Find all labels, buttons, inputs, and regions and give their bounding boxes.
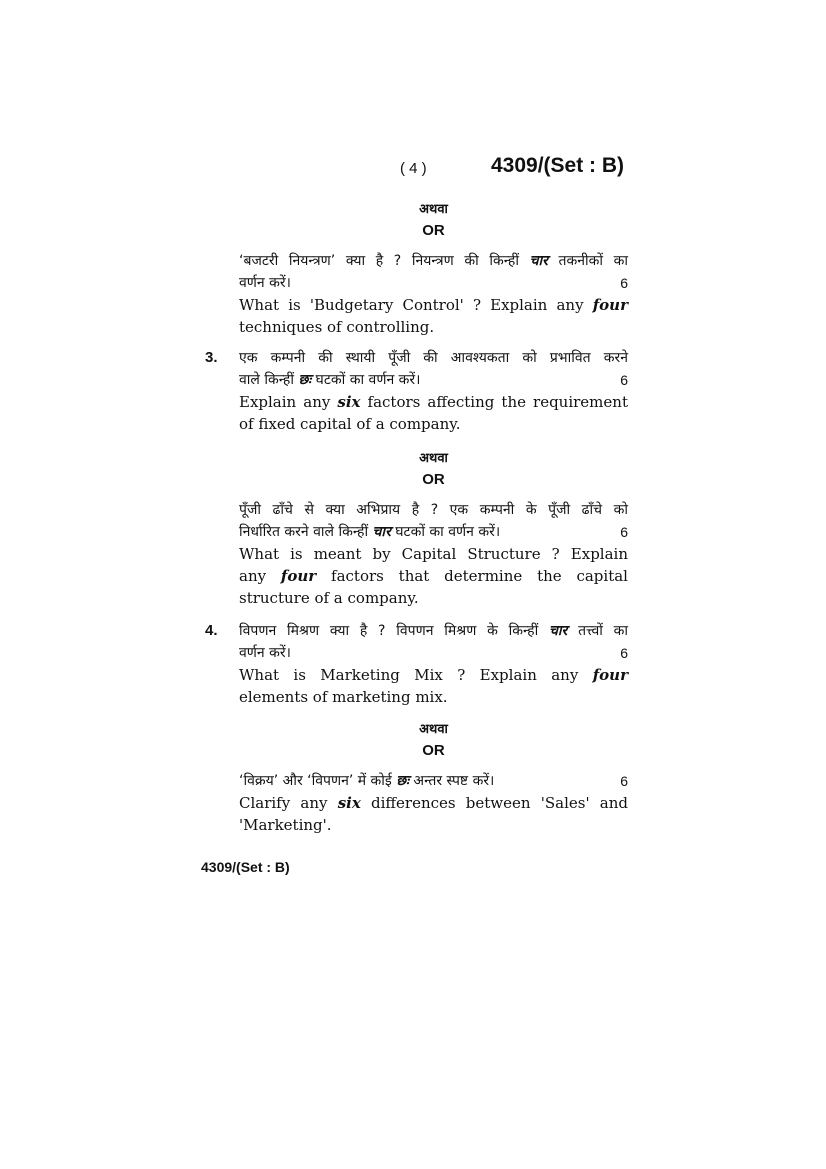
question-3-block xyxy=(205,347,628,435)
q3-alt-block xyxy=(239,499,628,609)
q4-english-text-a: What is Marketing Mix ? Explain any xyxy=(239,666,579,684)
q3-hindi-line-1 xyxy=(205,347,628,369)
question-3-number: 3. xyxy=(205,349,218,366)
q4-alt-hindi-emphasis: छः xyxy=(396,773,409,789)
q4-marks: 6 xyxy=(620,645,628,661)
q4-alt-english-line-1 xyxy=(239,792,628,814)
q3-english-line-2: of fixed capital of a company. xyxy=(239,415,461,433)
q3-english-text-a: Explain any xyxy=(239,393,331,411)
q3-alt-english-text-a: any xyxy=(239,567,267,585)
q3-hindi-text-a: एक कम्पनी की स्थायी पूँजी की आवश्यकता को प्रभावित करने xyxy=(239,350,628,366)
page-number: ( 4 ) xyxy=(400,160,427,177)
q4-hindi-text-b: तत्त्वों का xyxy=(578,623,629,639)
q3-alt-english-line-3: structure of a company. xyxy=(239,589,419,607)
question-4-number: 4. xyxy=(205,622,218,639)
q4-alt-english-line-2: 'Marketing'. xyxy=(239,816,332,834)
q3-hindi-emphasis: छः xyxy=(298,372,312,388)
q3-english-text-b: factors affecting the requirement xyxy=(367,393,628,411)
q3-hindi-text-b: वाले किन्हीं xyxy=(239,372,294,388)
q4-english-line-1 xyxy=(239,664,628,686)
q4-hindi-line-2 xyxy=(239,642,628,664)
q3-alt-marks: 6 xyxy=(620,524,628,540)
q3-alt-hindi-line-2 xyxy=(239,521,628,543)
q2-alt-hindi-text-a: ‘बजटरी नियन्त्रण’ क्या है ? नियन्त्रण की किन्हीं xyxy=(239,253,519,269)
q3-marks: 6 xyxy=(620,372,628,388)
q2-alt-hindi-emphasis: चार xyxy=(529,253,548,269)
q3-alt-hindi-emphasis: चार xyxy=(372,524,391,540)
q4-hindi-emphasis: चार xyxy=(549,623,568,639)
q4-alt-english-text-a: Clarify any xyxy=(239,794,328,812)
q4-alt-marks: 6 xyxy=(620,773,628,789)
or-english-2: OR xyxy=(422,471,445,488)
q3-alt-english-emphasis: four xyxy=(280,567,317,585)
q2-alt-hindi-text-c: वर्णन करें। xyxy=(239,275,291,291)
q3-english-line-1 xyxy=(239,391,628,413)
q2-alt-hindi-line-2 xyxy=(239,272,628,294)
q4-hindi-text-c: वर्णन करें। xyxy=(239,645,291,661)
or-english-3: OR xyxy=(422,742,445,759)
q2-alt-block xyxy=(239,250,628,338)
or-english-1: OR xyxy=(422,222,445,239)
paper-code-header: 4309/(Set : B) xyxy=(491,154,625,177)
or-hindi-2: अथवा xyxy=(419,451,448,466)
q4-alt-hindi-text-a: ‘विक्रय’ और ‘विपणन’ में कोई xyxy=(239,773,392,789)
q3-alt-english-line-2 xyxy=(239,565,628,587)
question-4-block xyxy=(205,620,629,708)
q2-alt-hindi-line-1 xyxy=(239,250,628,272)
q4-alt-block xyxy=(239,770,628,836)
q3-hindi-text-c: घटकों का वर्णन करें। xyxy=(315,372,421,388)
q3-alt-hindi-line-1: पूँजी ढाँचे से क्या अभिप्राय है ? एक कम्पनी के पूँजी ढाँचे को xyxy=(239,502,628,518)
q4-hindi-line-1 xyxy=(205,620,629,642)
q2-alt-english-line-2: techniques of controlling. xyxy=(239,318,435,336)
or-hindi-1: अथवा xyxy=(419,202,448,217)
q4-english-line-2: elements of marketing mix. xyxy=(239,688,448,706)
or-hindi-3: अथवा xyxy=(419,722,448,737)
q4-english-emphasis: four xyxy=(592,666,628,684)
q2-alt-english-line-1 xyxy=(239,294,628,316)
q4-alt-english-emphasis: six xyxy=(337,794,361,812)
q3-english-emphasis: six xyxy=(337,393,361,411)
paper-code-footer: 4309/(Set : B) xyxy=(201,859,290,875)
q3-alt-hindi-text-b: घटकों का वर्णन करें। xyxy=(395,524,501,540)
q4-hindi-text-a: विपणन मिश्रण क्या है ? विपणन मिश्रण के किन्हीं xyxy=(239,623,539,639)
q3-alt-hindi-text-a: निर्धारित करने वाले किन्हीं xyxy=(239,524,369,540)
q4-alt-english-text-b: differences between 'Sales' and xyxy=(370,794,628,812)
q2-alt-english-emphasis: four xyxy=(592,296,628,314)
q4-alt-hindi-line-1 xyxy=(239,770,628,792)
q2-alt-hindi-text-b: तकनीकों का xyxy=(558,253,628,269)
q2-alt-english-text-a: What is 'Budgetary Control' ? Explain any xyxy=(239,296,584,314)
q3-hindi-line-2 xyxy=(239,369,628,391)
q2-alt-marks: 6 xyxy=(620,275,628,291)
q3-alt-english-text-b: factors that determine the capital xyxy=(331,567,628,585)
q4-alt-hindi-text-b: अन्तर स्पष्ट करें। xyxy=(413,773,495,789)
q3-alt-english-line-1: What is meant by Capital Structure ? Explain xyxy=(239,545,628,563)
